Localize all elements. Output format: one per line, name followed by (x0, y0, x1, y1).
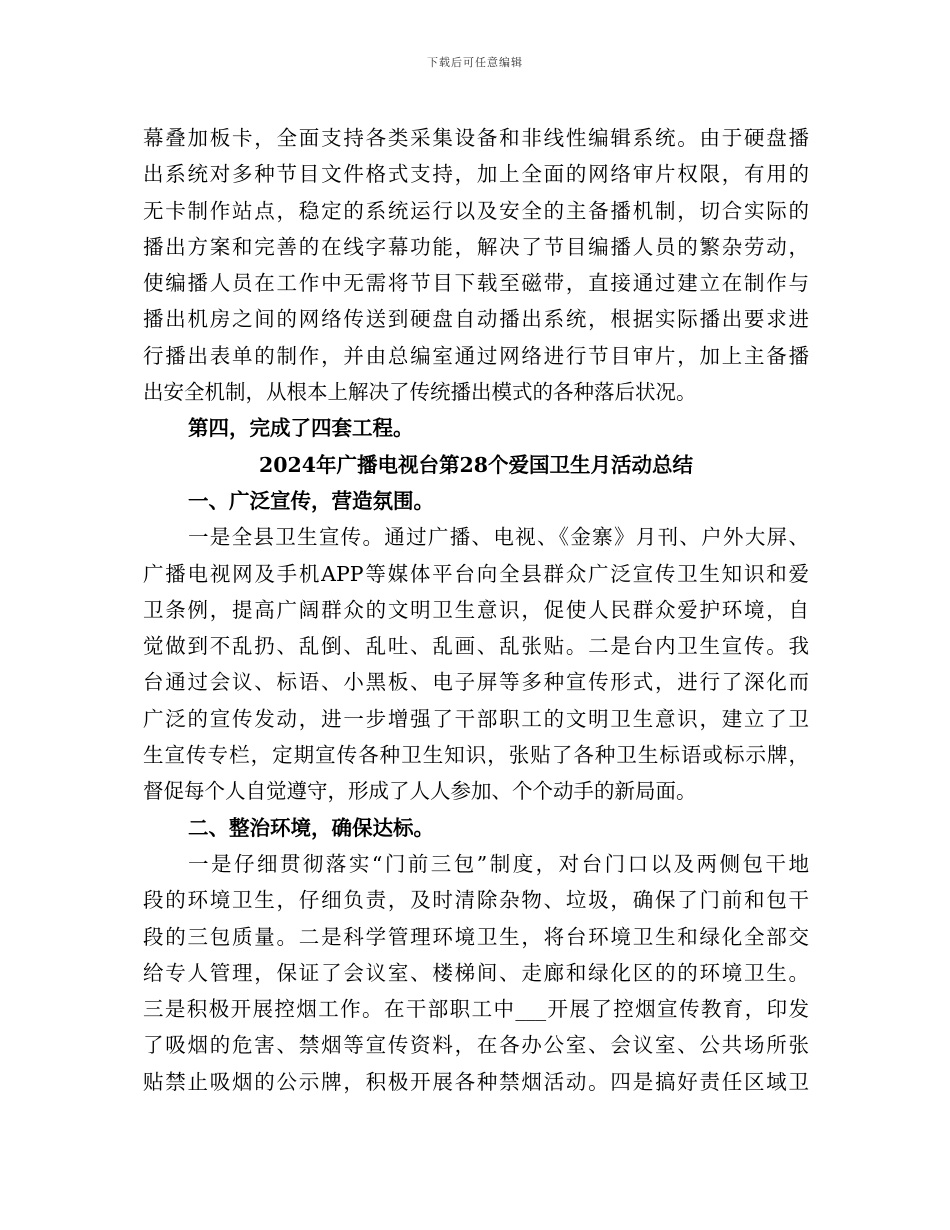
text-line: 了吸烟的危害、禁烟等宣传资料，在各办公室、会议室、公共场所张 (143, 1033, 809, 1058)
text-line: 三是积极开展控烟工作。在干部职工中___开展了控烟宣传教育，印发 (143, 997, 809, 1022)
text-line: 无卡制作站点，稳定的系统运行以及安全的主备播机制，切合实际的 (143, 198, 809, 223)
text-line: 广泛的宣传发动，进一步增强了干部职工的文明卫生意识，建立了卫 (143, 706, 809, 731)
text-line: 使编播人员在工作中无需将节目下载至磁带，直接通过建立在制作与 (143, 271, 809, 296)
section-heading: 第四，完成了四套工程。 (188, 416, 414, 441)
text-line: 一是仔细贯彻落实“门前三包”制度，对台门口以及两侧包干地 (188, 851, 809, 876)
document-title: 2024年广播电视台第28个爱国卫生月活动总结 (258, 452, 694, 477)
text-line: 台通过会议、标语、小黑板、电子屏等多种宣传形式，进行了深化而 (143, 670, 809, 695)
text-line: 广播电视网及手机APP等媒体平台向全县群众广泛宣传卫生知识和爱 (143, 561, 809, 586)
text-line: 播出机房之间的网络传送到硬盘自动播出系统，根据实际播出要求进 (143, 307, 809, 332)
text-line: 段的环境卫生，仔细负责，及时清除杂物、垃圾，确保了门前和包干 (143, 888, 809, 913)
text-line: 出系统对多种节目文件格式支持，加上全面的网络审片权限，有用的 (143, 162, 809, 187)
text-line: 给专人管理，保证了会议室、楼梯间、走廊和绿化区的的环境卫生。 (143, 960, 809, 985)
text-line: 贴禁止吸烟的公示牌，积极开展各种禁烟活动。四是搞好责任区域卫 (143, 1069, 809, 1094)
document-body (143, 120, 809, 1100)
text-line: 幕叠加板卡，全面支持各类采集设备和非线性编辑系统。由于硬盘播 (143, 126, 809, 150)
text-line: 卫条例，提高广阔群众的文明卫生意识，促使人民群众爱护环境，自 (143, 597, 809, 622)
page-header: 下载后可任意编辑 (427, 56, 523, 69)
text-line: 生宣传专栏，定期宣传各种卫生知识，张贴了各种卫生标语或标示牌， (143, 743, 809, 768)
text-line: 段的三包质量。二是科学管理环境卫生，将台环境卫生和绿化全部交 (143, 924, 809, 949)
text-line: 播出方案和完善的在线字幕功能，解决了节目编播人员的繁杂劳动， (143, 234, 809, 259)
section-heading: 一、广泛宣传，营造氛围。 (188, 488, 434, 513)
text-line: 督促每个人自觉遵守，形成了人人参加、个个动手的新局面。 (143, 779, 697, 804)
text-line: 出安全机制，从根本上解决了传统播出模式的各种落后状况。 (143, 380, 697, 405)
text-line: 行播出表单的制作，并由总编室通过网络进行节目审片，加上主备播 (143, 343, 809, 368)
text-line: 觉做到不乱扔、乱倒、乱吐、乱画、乱张贴。二是台内卫生宣传。我 (143, 634, 809, 659)
section-heading: 二、整治环境，确保达标。 (188, 815, 434, 840)
text-line: 一是全县卫生宣传。通过广播、电视、《金寨》月刊、户外大屏、 (188, 525, 809, 550)
